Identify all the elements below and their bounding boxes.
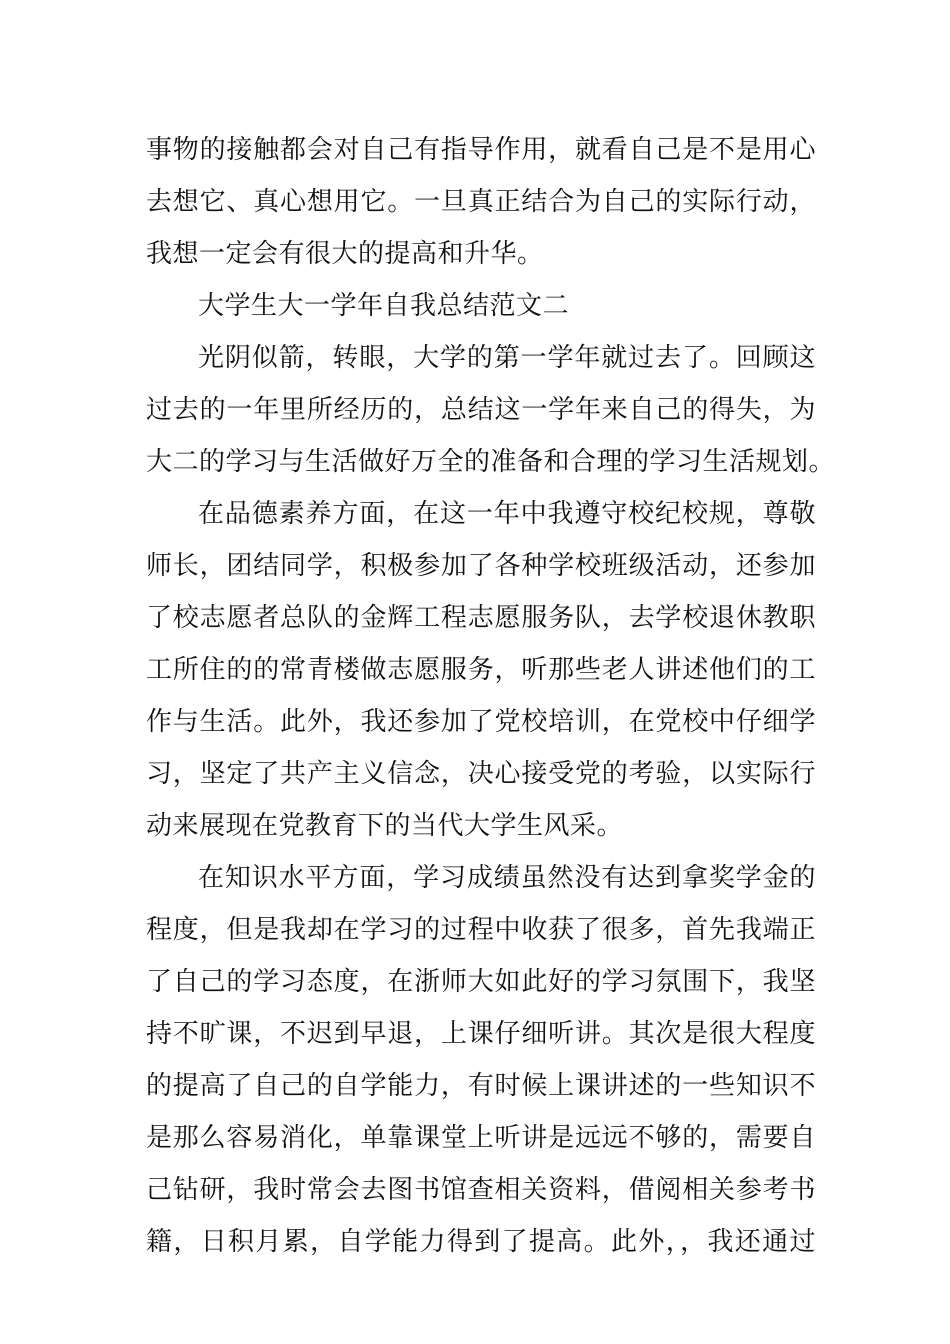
text-line: 去想它、真心想用它。一旦真正结合为自己的实际行动， xyxy=(146,187,816,217)
paragraph-first-line: 光阴似箭，转眼，大学的第一学年就过去了。回顾这 xyxy=(198,343,816,373)
text-line: 籍，日积月累，自学能力得到了提高。此外，，我还通过 xyxy=(146,1227,816,1257)
paragraph-first-line: 在知识水平方面，学习成绩虽然没有达到拿奖学金的 xyxy=(198,863,816,893)
text-line: 的提高了自己的自学能力，有时候上课讲述的一些知识不 xyxy=(146,1071,816,1101)
text-line: 作与生活。此外，我还参加了党校培训，在党校中仔细学 xyxy=(146,707,816,737)
text-line: 习，坚定了共产主义信念，决心接受党的考验，以实际行 xyxy=(146,759,816,789)
text-line: 己钻研，我时常会去图书馆查相关资料，借阅相关参考书 xyxy=(146,1175,816,1205)
text-line: 了自己的学习态度，在浙师大如此好的学习氛围下，我坚 xyxy=(146,967,816,997)
section-heading: 大学生大一学年自我总结范文二 xyxy=(198,291,570,321)
text-line: 大二的学习与生活做好万全的准备和合理的学习生活规划。 xyxy=(146,447,836,477)
text-line: 持不旷课，不迟到早退，上课仔细听讲。其次是很大程度 xyxy=(146,1019,816,1049)
text-line: 是那么容易消化，单靠课堂上听讲是远远不够的，需要自 xyxy=(146,1123,816,1153)
text-line: 了校志愿者总队的金辉工程志愿服务队，去学校退休教职 xyxy=(146,603,816,633)
text-line: 工所住的的常青楼做志愿服务，听那些老人讲述他们的工 xyxy=(146,655,816,685)
text-line: 程度，但是我却在学习的过程中收获了很多，首先我端正 xyxy=(146,915,816,945)
text-line: 我想一定会有很大的提高和升华。 xyxy=(146,239,544,269)
text-line: 动来展现在党教育下的当代大学生风采。 xyxy=(146,811,624,841)
text-line: 事物的接触都会对自己有指导作用，就看自己是不是用心 xyxy=(146,135,816,165)
text-line: 师长，团结同学，积极参加了各种学校班级活动，还参加 xyxy=(146,551,816,581)
text-line: 过去的一年里所经历的，总结这一学年来自己的得失，为 xyxy=(146,395,816,425)
paragraph-first-line: 在品德素养方面，在这一年中我遵守校纪校规，尊敬 xyxy=(198,499,816,529)
